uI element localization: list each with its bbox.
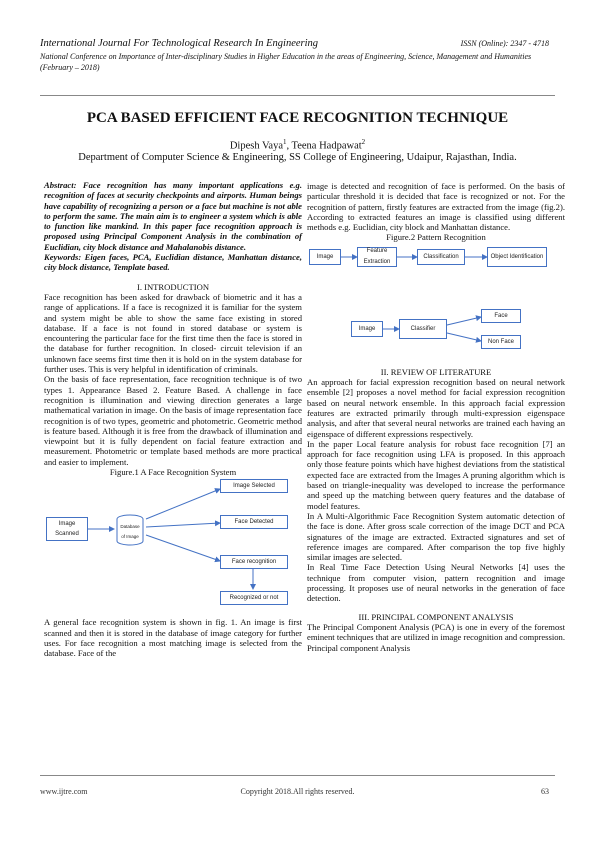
author-1-sup: 1 bbox=[283, 138, 287, 146]
box-face: Face bbox=[481, 309, 521, 323]
box-face-recognition: Face recognition bbox=[220, 555, 288, 569]
box-feature-extraction: Feature Extraction bbox=[357, 247, 397, 267]
box-image-scanned: Image Scanned bbox=[46, 517, 88, 541]
box-image-selected: Image Selected bbox=[220, 479, 288, 493]
issn: ISSN (Online): 2347 - 4718 bbox=[460, 39, 549, 48]
review-paragraph-1: An approach for facial expression recognition based on neural network ensemble [2] proposes a novel method for facial expression recognition based on neural network ensemble. In this approach facial expression features are extracted primarily through multi-expression eigenspace analysis, and after that several neural networks are trained each having an eigenspace of different expressions respectively. bbox=[307, 377, 565, 439]
journal-name: International Journal For Technological Research In Engineering bbox=[40, 38, 319, 49]
review-paragraph-3: In A Multi-Algorithmic Face Recognition System automatic detection of the face is done. After gross scale correction of the image DCT and PCA signatures of the image are extracted. Extracted signatures and set of reference images are compared. After comparison the top five highly similar images are selected. bbox=[307, 510, 565, 563]
arrow-classifier-to-nonface bbox=[447, 333, 481, 341]
section-heading-intro: I. INTRODUCTION bbox=[136, 281, 210, 292]
right-paragraph-1: image is detected and recognition of face is performed. On the basis of particular threshold it is decided that face is recognized or not. For the recognition of pattern, firstly features are extracted from the image (fig.2). According to extracted features an image is classified using different methods e.g. Euclidian, city block and Manhattan distance. bbox=[307, 181, 565, 233]
figure-2-caption: Figure.2 Pattern Recognition bbox=[386, 232, 486, 243]
author-1: Dipesh Vaya bbox=[229, 140, 283, 152]
figure-1-caption: Figure.1 A Face Recognition System bbox=[109, 467, 237, 478]
author-2: , Teena Hadpawat bbox=[286, 140, 362, 152]
conference-date: (February – 2018) bbox=[40, 62, 100, 72]
footer-copyright: Copyright 2018.All rights reserved. bbox=[240, 787, 355, 796]
database-label: Database of Image bbox=[120, 524, 140, 540]
arrow-db-to-selected bbox=[146, 489, 220, 519]
footer-divider bbox=[40, 775, 555, 776]
box-recognized: Recognized or not bbox=[220, 591, 288, 605]
arrow-db-to-detected bbox=[146, 523, 220, 527]
arrow-db-to-recognition bbox=[146, 535, 220, 561]
footer-url[interactable]: www.ijtre.com bbox=[40, 787, 88, 796]
intro-paragraph-1: Face recognition has been asked for drawback of biometric and it has a range of applications. If a face is recognized it is familiar for the system and system might be able to show the same face existing in stored database. If a face is not found in stored database or system is encountering the particular face for the first time then the face is stored in the database for further recognition. In closed- circuit television if an unknown face seems first time then it is hold on in the system database for further uses. This is very helpful in identification of criminals. bbox=[44, 291, 302, 375]
section-heading-review: II. REVIEW OF LITERATURE bbox=[380, 366, 492, 377]
intro-paragraph-3: A general face recognition system is shown in fig. 1. An image is first scanned and then it is stored in the database of image category for further uses. For face recognition a most matching image is selected from the database. Face of the bbox=[44, 617, 302, 659]
review-paragraph-4: In Real Time Face Detection Using Neural Networks [4] uses the technique from computer vision, pattern recognition and image processing. It proposes use of neural networks in the generation of face detection. bbox=[307, 562, 565, 604]
box-classifier: Classifier bbox=[399, 319, 447, 339]
arrow-classifier-to-face bbox=[447, 317, 481, 325]
box-classification: Classification bbox=[417, 249, 465, 265]
figure-2 bbox=[307, 243, 565, 361]
figure-1 bbox=[44, 477, 302, 617]
box-face-detected: Face Detected bbox=[220, 515, 288, 529]
authors bbox=[0, 138, 595, 152]
department: Department of Computer Science & Engineering, SS College of Engineering, Udaipur, Rajasthan, India. bbox=[78, 152, 517, 163]
section-heading-pca: III. PRINCIPAL COMPONENT ANALYSIS bbox=[358, 611, 514, 622]
header-divider bbox=[40, 95, 555, 96]
right-column bbox=[307, 181, 565, 653]
review-paragraph-2: In the paper Local feature analysis for robust face recognition [7] an approach for face recognition using LFA is proposed. In this approach only those feature points which have highest deviations from the statistical expected face are extracted from the Images A pruning algorithm which is based on triangle-inequality was developed to increase the performance and speed up the matching between query features and the database of model features. bbox=[307, 438, 565, 511]
box-image: Image bbox=[309, 249, 341, 265]
paper-title: PCA BASED EFFICIENT FACE RECOGNITION TECHNIQUE bbox=[86, 110, 509, 126]
box-non-face: Non Face bbox=[481, 335, 521, 349]
pca-paragraph-1: The Principal Component Analysis (PCA) is one in every of the foremost eminent techniques that are utilized in image recognition and compression. Principal component Analysis bbox=[307, 621, 565, 653]
page-number: 63 bbox=[541, 787, 549, 796]
intro-paragraph-2: On the basis of face representation, face recognition technique is of two types 1. Appearance Based 2. Feature Based. A challenge in face recognition is illumination and viewing direction generates a large mathematical variation in image. On the basis of image representation face recognition is of two types, geometric and photometric. Geometric method is feature based. Although it is free from the drawback of illumination and viewpoint but it is fully dependent on facial feature extraction and measurement. Photometric or template based methods are more practical and easier to implement. bbox=[44, 374, 302, 467]
abstract: Abstract: Face recognition has many important applications e.g. recognition of faces at security checkpoints and airports. Human beings have capability of recognizing a person or a face but machine is not able to perform the same. The main aim is to engineer a system which is able to function like mankind. In this paper face recognition approach is proposed using Principal Component Analysis in the combination of Euclidian, city block distance and Mahalanobis distance. bbox=[44, 180, 302, 252]
conference-info bbox=[40, 52, 552, 73]
keywords: Keywords: Eigen faces, PCA, Euclidian distance, Manhattan distance, city block distance, Template based. bbox=[44, 252, 302, 273]
author-2-sup: 2 bbox=[361, 138, 366, 146]
conference-name: National Conference on Importance of Inter-disciplinary Studies in Higher Education in the areas of Engineering, Science, Management and Humanities bbox=[40, 52, 532, 61]
left-column bbox=[44, 180, 302, 659]
box-object-identification: Object Identification bbox=[487, 247, 547, 267]
box-image-2: Image bbox=[351, 321, 383, 337]
